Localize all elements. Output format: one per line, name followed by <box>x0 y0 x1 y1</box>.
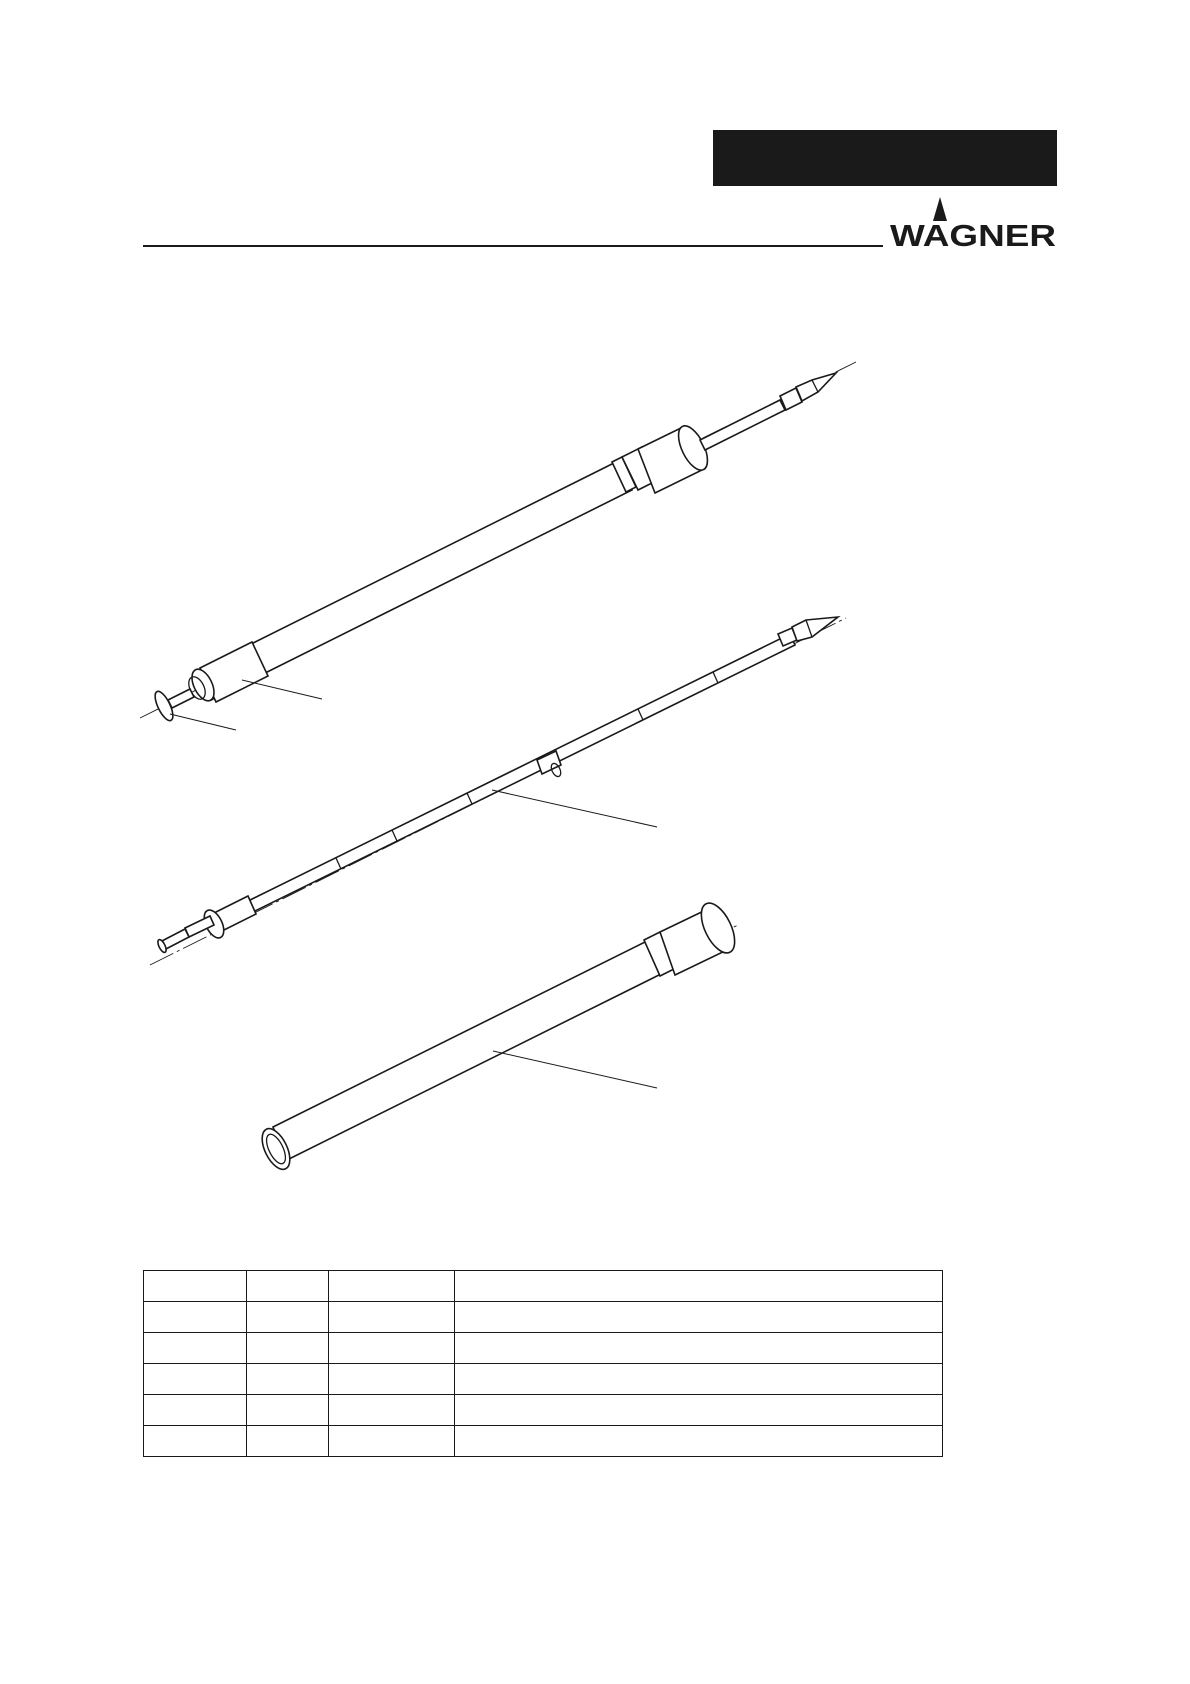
table-cell <box>247 1302 329 1333</box>
logo-text: WAGNER <box>890 218 1056 249</box>
table-cell <box>329 1302 455 1333</box>
table-row <box>144 1333 943 1364</box>
table-cell <box>329 1426 455 1457</box>
long-tube-assembly <box>140 362 856 723</box>
table-cell <box>455 1271 943 1302</box>
exploded-parts-drawing <box>0 300 1190 1220</box>
table-row <box>144 1426 943 1457</box>
table-cell <box>247 1364 329 1395</box>
table-row <box>144 1271 943 1302</box>
table-cell <box>247 1426 329 1457</box>
header-rule <box>143 245 883 247</box>
table-cell <box>329 1364 455 1395</box>
table-cell <box>329 1333 455 1364</box>
parts-table <box>143 1270 943 1457</box>
table-cell <box>247 1395 329 1426</box>
table-cell <box>455 1333 943 1364</box>
table-cell <box>144 1364 247 1395</box>
table-cell <box>329 1395 455 1426</box>
table-cell <box>144 1271 247 1302</box>
table-cell <box>144 1333 247 1364</box>
table-cell <box>247 1271 329 1302</box>
wagner-logo <box>888 197 1060 249</box>
table-cell <box>329 1271 455 1302</box>
table-cell <box>455 1426 943 1457</box>
table-cell <box>144 1395 247 1426</box>
short-tube <box>256 898 741 1174</box>
table-row <box>144 1302 943 1333</box>
table-cell <box>247 1333 329 1364</box>
table-row <box>144 1395 943 1426</box>
table-cell <box>144 1302 247 1333</box>
table-cell <box>144 1426 247 1457</box>
table-cell <box>455 1302 943 1333</box>
header-black-bar <box>713 130 1057 186</box>
table-cell <box>455 1395 943 1426</box>
table-row <box>144 1364 943 1395</box>
table-cell <box>455 1364 943 1395</box>
